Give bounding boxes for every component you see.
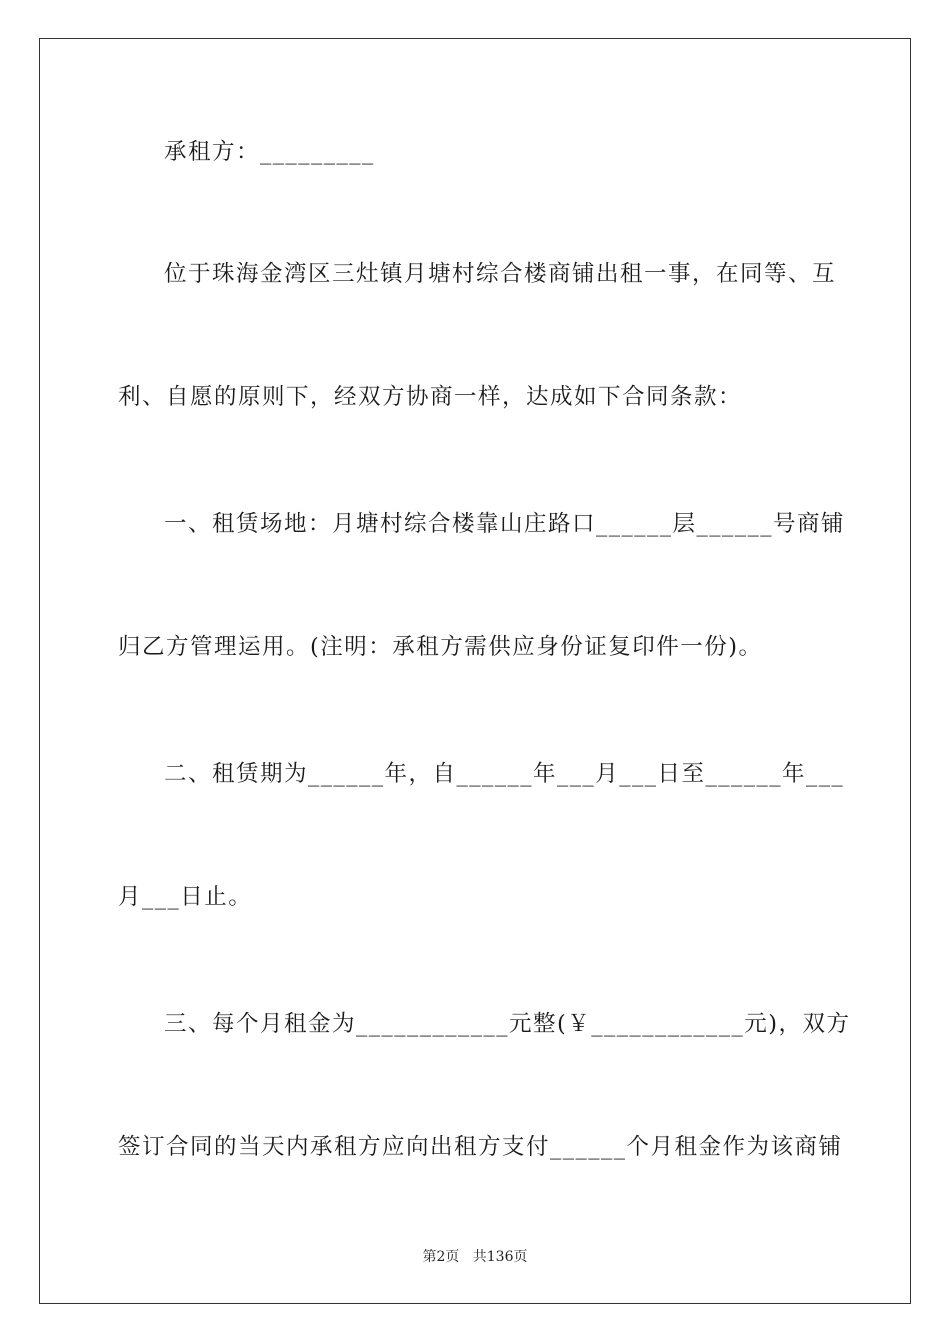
text-line-intro-1: 位于珠海金湾区三灶镇月塘村综合楼商铺出租一事，在同等、互	[164, 261, 837, 287]
text-line-clause-2a: 二、租赁期为______年，自______年___月___日至______年___	[164, 761, 845, 787]
text-line-clause-1b: 归乙方管理运用。(注明：承租方需供应身份证复印件一份)。	[118, 634, 763, 660]
total-pages: 共136页	[472, 1249, 528, 1265]
page-footer	[0, 1246, 950, 1266]
text-line-lessee: 承租方：_________	[164, 139, 375, 165]
text-line-clause-3a: 三、每个月租金为____________元整(￥____________元)，双方	[164, 1011, 851, 1037]
text-line-clause-1a: 一、租赁场地：月塘村综合楼靠山庄路口______层______号商铺	[164, 511, 846, 537]
page-number: 第2页	[422, 1249, 460, 1265]
page-border	[39, 38, 911, 1304]
text-line-clause-2b: 月___日止。	[118, 884, 253, 910]
text-line-intro-2: 利、自愿的原则下，经双方协商一样，达成如下合同条款：	[118, 384, 743, 410]
text-line-clause-3b: 签订合同的当天内承租方应向出租方支付______个月租金作为该商铺	[118, 1134, 843, 1160]
